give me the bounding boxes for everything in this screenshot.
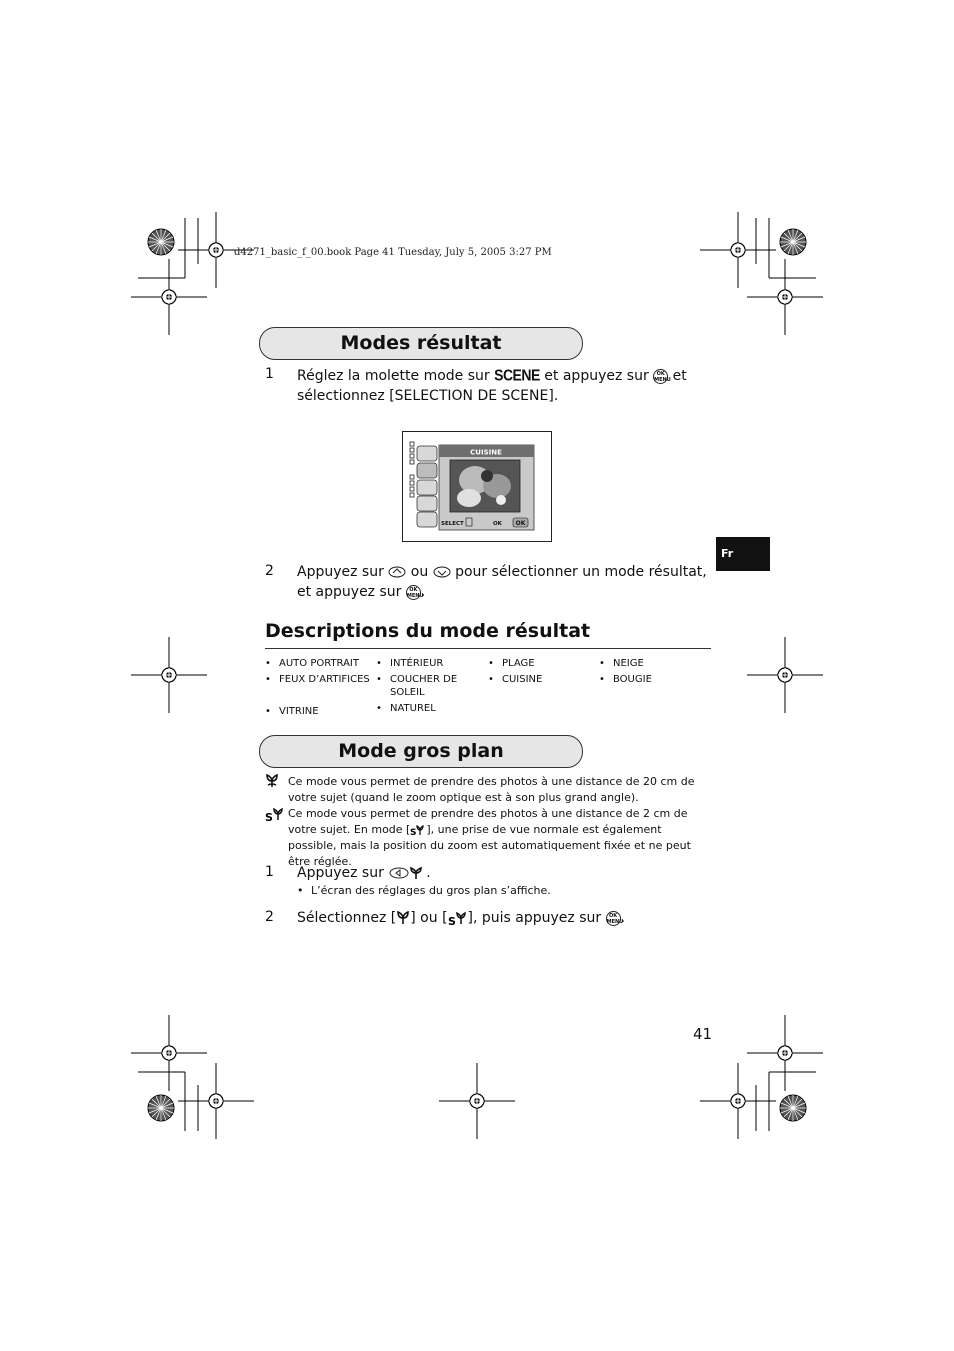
- step-text: pour sélectionner un mode résultat,: [455, 564, 707, 580]
- step-text: Appuyez sur: [297, 865, 384, 881]
- section-title-mode-gros-plan: Mode gros plan: [259, 735, 583, 768]
- camera-screen-drawing: [403, 432, 551, 541]
- macro-icon: [265, 774, 279, 791]
- list-item: • COUCHER DE SOLEIL: [376, 673, 466, 699]
- mode-list-column-3: [488, 657, 588, 689]
- arrow-up-pad-icon: [388, 566, 406, 578]
- step-text: et appuyez sur: [544, 368, 649, 384]
- left-macro-button-icon: [388, 866, 426, 880]
- mode-list-column-1: [265, 657, 373, 721]
- step-number: 2: [265, 563, 274, 579]
- supermacro-icon: [448, 910, 468, 926]
- step-text: ou: [410, 564, 429, 580]
- arrow-down-pad-icon: [433, 566, 451, 578]
- macro-step2: Sélectionnez [ ] ou [ S ], puis appuyez sur OK MENU.: [297, 910, 626, 926]
- supermacro-description: Ce mode vous permet de prendre des photos à une distance de 2 cm de votre sujet. En mode [ S ], une prise de vue normale est également possible, mais la position du zoom est automatiquement fixée et ne peut être réglée.: [288, 807, 691, 868]
- macro-description: Ce mode vous permet de prendre des photos à une distance de 20 cm de votre sujet (quand le zoom optique est à son plus grand angle).: [288, 775, 695, 804]
- list-item: • BOUGIE: [599, 673, 699, 686]
- ok-menu-button-icon: OK MENU: [654, 370, 671, 383]
- camera-screen-illustration: [402, 431, 552, 542]
- list-item: • NATUREL: [376, 702, 466, 715]
- list-item: • NEIGE: [599, 657, 699, 670]
- step1-instruction: [297, 365, 717, 406]
- screen-ok-label: OK: [493, 521, 502, 527]
- screen-title: CUISINE: [470, 448, 502, 457]
- list-item: • CUISINE: [488, 673, 588, 686]
- ok-menu-button-icon: OK MENU: [406, 586, 424, 599]
- macro-step1-note: [297, 884, 697, 900]
- step-number: 1: [265, 366, 274, 382]
- list-item: • INTÉRIEUR: [376, 657, 466, 670]
- list-item: • AUTO PORTRAIT: [265, 657, 373, 670]
- language-tab: Fr: [716, 537, 770, 571]
- screen-select-label: SELECT: [441, 521, 464, 527]
- step-text: Appuyez sur: [297, 564, 384, 580]
- step-number: 2: [265, 909, 274, 925]
- svg-text:S: S: [265, 811, 273, 822]
- section-title-modes-resultat: Modes résultat: [259, 327, 583, 360]
- step-text: et appuyez sur: [297, 584, 402, 600]
- list-item: • L’écran des réglages du gros plan s’affiche.: [297, 884, 697, 897]
- svg-text:S: S: [410, 828, 417, 836]
- step-number: 1: [265, 864, 274, 880]
- list-item: • PLAGE: [488, 657, 588, 670]
- list-item: • VITRINE: [265, 705, 373, 718]
- ok-menu-button-icon: OK MENU: [606, 912, 624, 925]
- supermacro-icon: [265, 806, 285, 825]
- step-text: et: [672, 368, 687, 384]
- svg-text:S: S: [447, 915, 456, 926]
- mode-list-column-4: [599, 657, 699, 689]
- screen-ok-button: OK: [515, 520, 526, 527]
- descriptions-heading: Descriptions du mode résultat: [265, 620, 591, 642]
- supermacro-icon: [410, 824, 426, 836]
- step2-instruction: Appuyez sur ou pour sélectionner un mode résultat, et appuyez sur OK MENU.: [297, 564, 707, 600]
- book-header: d4271_basic_f_00.book Page 41 Tuesday, July 5, 2005 3:27 PM: [234, 247, 552, 258]
- scene-mode-icon: SCENE: [494, 366, 540, 384]
- page-number: 41: [693, 1025, 713, 1043]
- mode-list-column-2: [376, 657, 466, 718]
- step-text: Réglez la molette mode sur: [297, 368, 490, 384]
- heading-rule: [265, 648, 711, 649]
- macro-step1: Appuyez sur .: [297, 865, 431, 881]
- macro-icon: [396, 911, 410, 925]
- list-item: • FEUX D’ARTIFICES: [265, 673, 373, 686]
- step-text: sélectionnez [SELECTION DE SCENE].: [297, 388, 559, 404]
